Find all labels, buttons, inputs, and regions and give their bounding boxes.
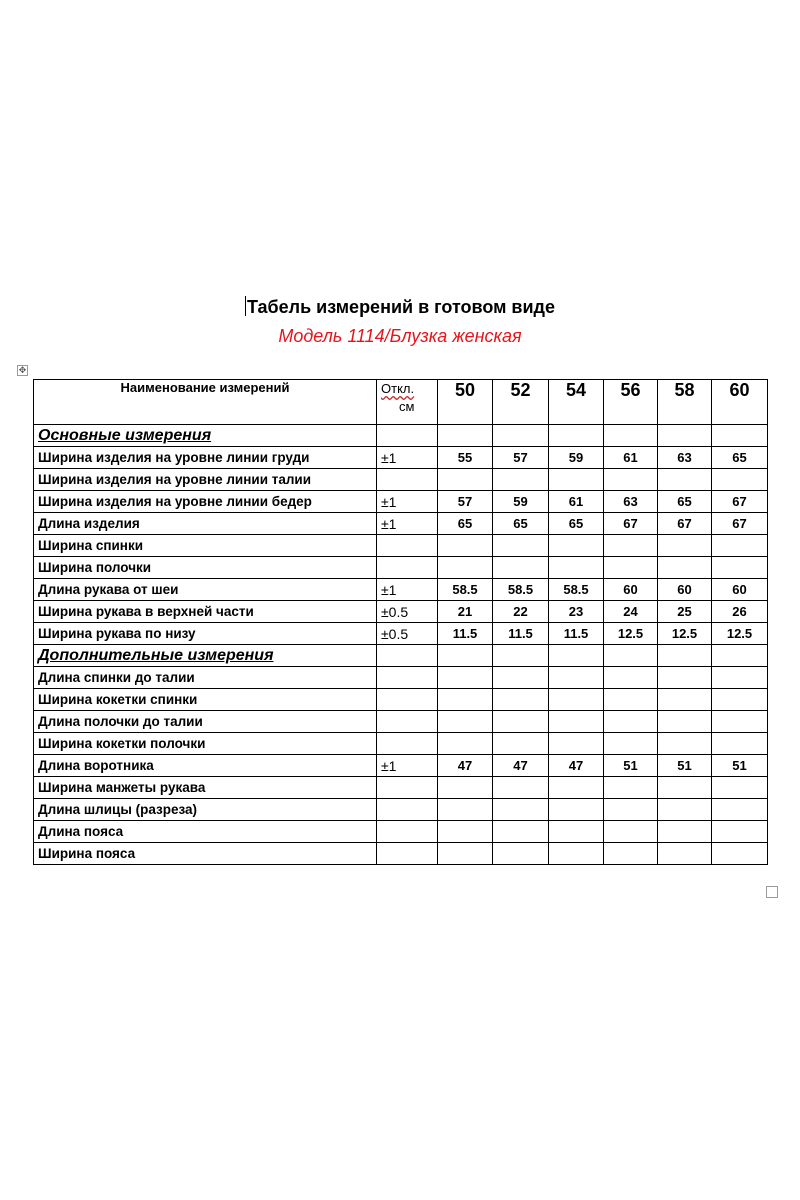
size-value: 51 <box>712 755 768 777</box>
size-value: 60 <box>712 579 768 601</box>
table-cell-empty <box>377 645 438 667</box>
table-row <box>34 623 768 645</box>
table-cell-empty <box>658 645 712 667</box>
section-heading: Основные измерения <box>34 425 377 447</box>
size-value: 63 <box>604 491 658 513</box>
size-value <box>658 821 712 843</box>
document-title <box>0 296 800 318</box>
size-value: 24 <box>604 601 658 623</box>
size-value <box>493 667 549 689</box>
table-cell-empty <box>493 645 549 667</box>
measurement-name: Ширина изделия на уровне линии талии <box>34 469 377 491</box>
table-cell-empty <box>712 645 768 667</box>
tolerance-value: ±1 <box>377 447 438 469</box>
size-value <box>712 667 768 689</box>
table-cell-empty <box>493 425 549 447</box>
size-value <box>438 689 493 711</box>
size-value <box>712 733 768 755</box>
size-value <box>549 535 604 557</box>
table-cell-empty <box>658 425 712 447</box>
size-value <box>549 777 604 799</box>
measurement-name: Ширина пояса <box>34 843 377 865</box>
measurement-name: Ширина изделия на уровне линии груди <box>34 447 377 469</box>
size-value <box>658 733 712 755</box>
size-value <box>712 821 768 843</box>
tolerance-value <box>377 689 438 711</box>
size-value <box>438 667 493 689</box>
size-value <box>712 799 768 821</box>
header-tolerance <box>377 380 438 425</box>
measurement-name: Ширина рукава в верхней части <box>34 601 377 623</box>
size-value <box>658 777 712 799</box>
tolerance-value <box>377 821 438 843</box>
size-value <box>549 689 604 711</box>
measurement-name: Ширина манжеты рукава <box>34 777 377 799</box>
table-row <box>34 821 768 843</box>
size-value <box>604 711 658 733</box>
table-body <box>34 425 768 865</box>
size-value <box>549 821 604 843</box>
table-row <box>34 601 768 623</box>
size-value: 47 <box>549 755 604 777</box>
size-value <box>549 667 604 689</box>
size-value <box>658 469 712 491</box>
table-cell-empty <box>604 645 658 667</box>
size-value: 11.5 <box>493 623 549 645</box>
size-value <box>493 733 549 755</box>
tolerance-value <box>377 535 438 557</box>
size-value <box>549 733 604 755</box>
size-value <box>438 799 493 821</box>
size-value <box>493 557 549 579</box>
document-subtitle: Модель 1114/Блузка женская <box>278 326 522 346</box>
size-value: 47 <box>493 755 549 777</box>
size-value: 60 <box>604 579 658 601</box>
size-value <box>658 667 712 689</box>
size-value <box>712 557 768 579</box>
header-size: 58 <box>658 380 712 425</box>
size-value <box>493 689 549 711</box>
table-move-handle-icon[interactable]: ✥ <box>18 365 27 375</box>
size-value: 47 <box>438 755 493 777</box>
measurement-name: Длина рукава от шеи <box>34 579 377 601</box>
size-value <box>658 535 712 557</box>
size-value: 12.5 <box>658 623 712 645</box>
table-row <box>34 733 768 755</box>
size-value: 65 <box>712 447 768 469</box>
measurement-name: Длина пояса <box>34 821 377 843</box>
size-value <box>658 799 712 821</box>
header-size: 52 <box>493 380 549 425</box>
tolerance-value: ±1 <box>377 513 438 535</box>
size-value <box>712 777 768 799</box>
tolerance-value <box>377 469 438 491</box>
tolerance-value <box>377 711 438 733</box>
table-row <box>34 689 768 711</box>
size-value <box>604 777 658 799</box>
text-cursor <box>245 296 246 316</box>
size-value <box>493 469 549 491</box>
size-value: 21 <box>438 601 493 623</box>
size-value <box>493 777 549 799</box>
size-value: 65 <box>549 513 604 535</box>
size-value <box>712 843 768 865</box>
size-value <box>438 535 493 557</box>
size-value <box>549 843 604 865</box>
size-value <box>438 557 493 579</box>
measurement-name: Длина полочки до талии <box>34 711 377 733</box>
size-value: 12.5 <box>604 623 658 645</box>
size-value: 59 <box>549 447 604 469</box>
section-row <box>34 425 768 447</box>
size-value <box>549 799 604 821</box>
size-value <box>438 733 493 755</box>
table-row <box>34 843 768 865</box>
section-heading: Дополнительные измерения <box>34 645 377 667</box>
tolerance-value <box>377 843 438 865</box>
table-cell-empty <box>549 425 604 447</box>
size-value <box>604 689 658 711</box>
table-row <box>34 491 768 513</box>
table-row <box>34 535 768 557</box>
tolerance-value: ±1 <box>377 579 438 601</box>
table-row <box>34 777 768 799</box>
header-size: 54 <box>549 380 604 425</box>
table-row <box>34 513 768 535</box>
size-value <box>658 557 712 579</box>
size-value <box>658 689 712 711</box>
size-value: 57 <box>493 447 549 469</box>
measurement-name: Ширина кокетки спинки <box>34 689 377 711</box>
table-cell-empty <box>438 645 493 667</box>
document-title-text: Табель измерений в готовом виде <box>246 297 555 317</box>
size-value: 58.5 <box>438 579 493 601</box>
measurement-name: Длина спинки до талии <box>34 667 377 689</box>
size-value <box>604 821 658 843</box>
table-row <box>34 579 768 601</box>
size-value <box>493 821 549 843</box>
size-value <box>658 711 712 733</box>
size-value <box>493 535 549 557</box>
measurement-name: Длина шлицы (разреза) <box>34 799 377 821</box>
size-value: 59 <box>493 491 549 513</box>
size-value: 11.5 <box>438 623 493 645</box>
table-cell-empty <box>604 425 658 447</box>
measurement-name: Ширина спинки <box>34 535 377 557</box>
table-row <box>34 755 768 777</box>
size-value <box>438 711 493 733</box>
table-cell-empty <box>438 425 493 447</box>
size-value <box>549 711 604 733</box>
size-value <box>712 689 768 711</box>
measurement-name: Длина воротника <box>34 755 377 777</box>
tolerance-value <box>377 799 438 821</box>
size-value: 25 <box>658 601 712 623</box>
table-row <box>34 711 768 733</box>
header-size: 50 <box>438 380 493 425</box>
size-value: 67 <box>658 513 712 535</box>
table-row <box>34 667 768 689</box>
size-value <box>604 843 658 865</box>
measurement-name: Длина изделия <box>34 513 377 535</box>
size-value: 57 <box>438 491 493 513</box>
size-value <box>712 535 768 557</box>
size-value <box>712 711 768 733</box>
size-value: 65 <box>438 513 493 535</box>
size-value: 67 <box>604 513 658 535</box>
header-measurement-name: Наименование измерений <box>34 380 377 425</box>
size-value: 26 <box>712 601 768 623</box>
size-value <box>438 469 493 491</box>
size-value <box>438 777 493 799</box>
size-value <box>604 535 658 557</box>
header-tolerance-abbr: Откл. <box>381 381 415 396</box>
table-header-row <box>34 380 768 425</box>
size-value <box>604 469 658 491</box>
measurement-name: Ширина изделия на уровне линии бедер <box>34 491 377 513</box>
size-value <box>549 557 604 579</box>
size-value <box>438 821 493 843</box>
header-size: 60 <box>712 380 768 425</box>
size-value <box>493 843 549 865</box>
size-value: 55 <box>438 447 493 469</box>
table-row <box>34 557 768 579</box>
measurement-table <box>33 379 768 865</box>
table-row <box>34 469 768 491</box>
size-value <box>604 667 658 689</box>
size-value <box>658 843 712 865</box>
tolerance-value: ±1 <box>377 491 438 513</box>
size-value <box>712 469 768 491</box>
size-value: 51 <box>604 755 658 777</box>
section-row <box>34 645 768 667</box>
table-cell-empty <box>377 425 438 447</box>
measurement-name: Ширина полочки <box>34 557 377 579</box>
tolerance-value: ±1 <box>377 755 438 777</box>
tolerance-value <box>377 777 438 799</box>
size-value: 65 <box>658 491 712 513</box>
size-value: 63 <box>658 447 712 469</box>
size-value: 58.5 <box>493 579 549 601</box>
tolerance-value <box>377 557 438 579</box>
size-value <box>438 843 493 865</box>
size-value: 67 <box>712 491 768 513</box>
table-cell-empty <box>549 645 604 667</box>
size-value <box>493 799 549 821</box>
size-value: 61 <box>604 447 658 469</box>
size-value <box>604 799 658 821</box>
size-value: 12.5 <box>712 623 768 645</box>
header-size: 56 <box>604 380 658 425</box>
size-value: 65 <box>493 513 549 535</box>
size-value: 58.5 <box>549 579 604 601</box>
table-resize-handle[interactable] <box>766 886 778 898</box>
measurement-name: Ширина кокетки полочки <box>34 733 377 755</box>
tolerance-value: ±0.5 <box>377 601 438 623</box>
size-value: 60 <box>658 579 712 601</box>
size-value <box>604 557 658 579</box>
table-row <box>34 799 768 821</box>
size-value <box>604 733 658 755</box>
header-tolerance-unit: см <box>399 399 415 414</box>
size-value <box>549 469 604 491</box>
tolerance-value <box>377 733 438 755</box>
size-value: 61 <box>549 491 604 513</box>
tolerance-value: ±0.5 <box>377 623 438 645</box>
size-value: 11.5 <box>549 623 604 645</box>
size-value: 67 <box>712 513 768 535</box>
size-value <box>493 711 549 733</box>
measurement-name: Ширина рукава по низу <box>34 623 377 645</box>
tolerance-value <box>377 667 438 689</box>
table-row <box>34 447 768 469</box>
size-value: 22 <box>493 601 549 623</box>
size-value: 23 <box>549 601 604 623</box>
size-value: 51 <box>658 755 712 777</box>
table-cell-empty <box>712 425 768 447</box>
